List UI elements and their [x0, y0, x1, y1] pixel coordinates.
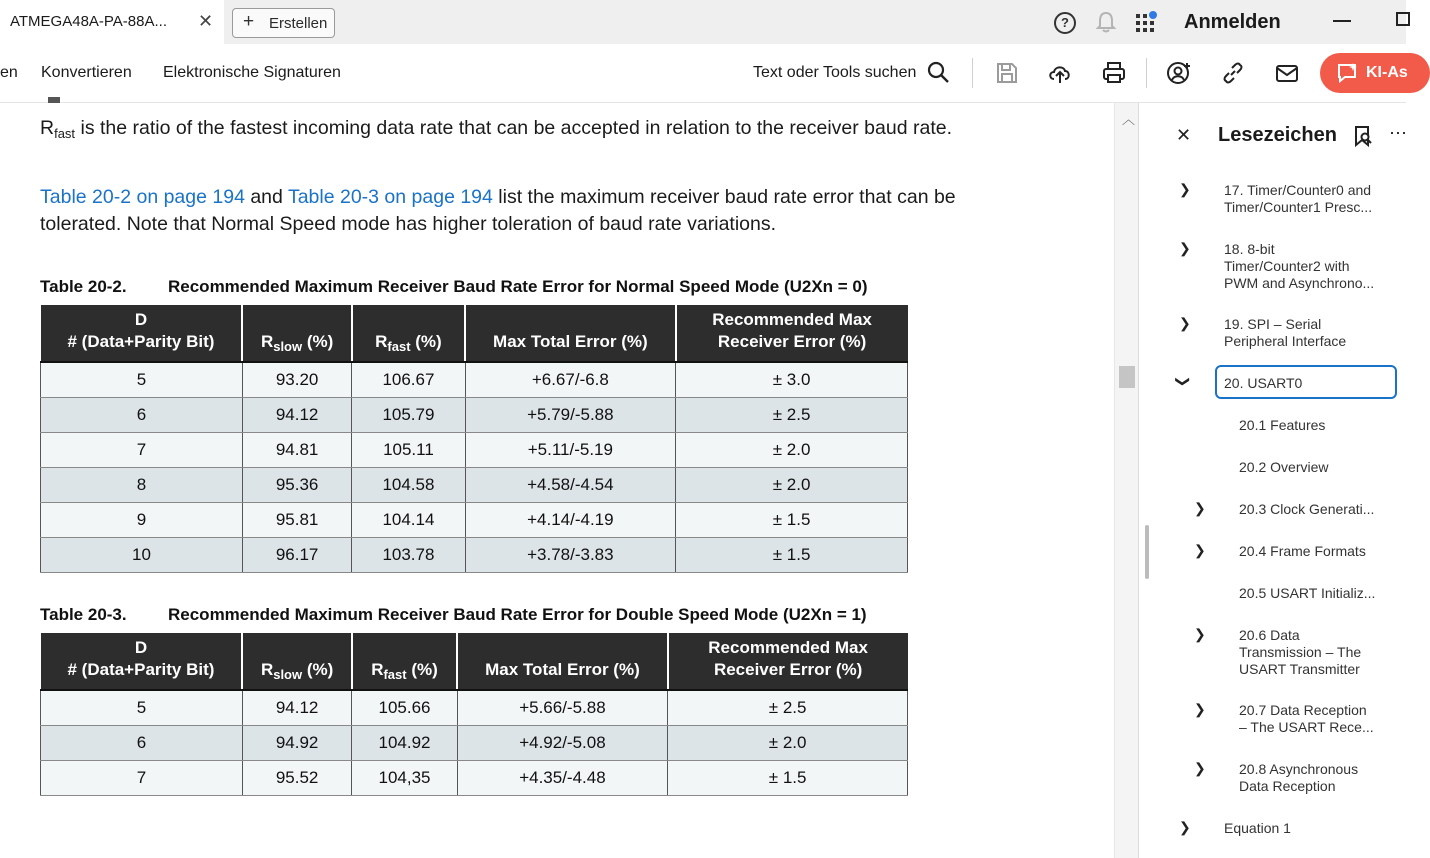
bookmark-item[interactable]: 20.7 Data Reception – The USART Rece...: [1239, 702, 1374, 735]
ai-assistant-button[interactable]: [1320, 53, 1430, 93]
add-user-icon[interactable]: [1166, 60, 1192, 86]
help-icon[interactable]: ?: [1054, 12, 1076, 34]
table-20-2-caption: Table 20-2. Recommended Maximum Receiver Baud Rate Error for Normal Speed Mode (U2Xn = 0): [40, 277, 868, 296]
cloud-upload-icon[interactable]: [1047, 60, 1073, 86]
clipped-text-fragment: [48, 97, 60, 103]
chevron-right-icon[interactable]: ❯: [1194, 542, 1206, 558]
col-header-max-total-error: Max Total Error (%): [465, 305, 676, 362]
document-scrollbar[interactable]: [1114, 103, 1139, 858]
col-header-d: D # (Data+Parity Bit): [41, 633, 243, 690]
minimize-icon[interactable]: [1333, 20, 1351, 22]
col-header-d: D # (Data+Parity Bit): [41, 305, 243, 362]
search-icon[interactable]: [926, 60, 952, 86]
scrollbar-thumb[interactable]: [1119, 366, 1135, 388]
chevron-right-icon[interactable]: ❯: [1194, 626, 1206, 642]
apps-grid-icon[interactable]: [1134, 10, 1158, 34]
chevron-right-icon[interactable]: ❯: [1194, 701, 1206, 717]
table-row: 6 94.92 104.92 +4.92/-5.08 ± 2.0: [41, 726, 908, 761]
chevron-down-icon[interactable]: ❯: [1175, 375, 1192, 388]
bookmark-item[interactable]: 20.8 Asynchronous Data Reception: [1239, 761, 1359, 794]
bookmark-item[interactable]: 20.6 Data Transmission – The USART Transmitter: [1239, 627, 1362, 677]
document-viewer[interactable]: [0, 103, 1114, 858]
bookmarks-title: Lesezeichen: [1218, 124, 1337, 146]
table-row: 6 94.12 105.79 +5.79/-5.88 ± 2.5: [41, 398, 908, 433]
col-header-max-total-error: Max Total Error (%): [457, 633, 668, 690]
col-header-rslow: $R_{slow}$ (%): [242, 305, 351, 362]
table-20-3-link[interactable]: Table 20-3 on page 194: [287, 186, 493, 208]
table-20-3-caption: Table 20-3. Recommended Maximum Receiver Baud Rate Error for Double Speed Mode (U2Xn = 1): [40, 605, 867, 624]
print-icon[interactable]: [1101, 60, 1127, 86]
menu-item-e-signatures[interactable]: Elektronische Signaturen: [163, 64, 341, 81]
table-20-2: [40, 305, 908, 573]
tab-close-icon[interactable]: ✕: [198, 11, 214, 31]
chevron-right-icon[interactable]: ❯: [1179, 240, 1191, 256]
toolbar: [0, 44, 1406, 103]
col-header-rfast: $R_{fast}$ (%): [352, 305, 465, 362]
link-icon[interactable]: [1220, 60, 1246, 86]
toolbar-divider: [972, 58, 973, 88]
table-20-2-link[interactable]: Table 20-2 on page 194: [40, 186, 245, 208]
col-header-recommended-max: Recommended Max Receiver Error (%): [676, 305, 908, 362]
table-20-3: [40, 633, 908, 796]
mail-icon[interactable]: [1274, 60, 1300, 86]
sign-in-link[interactable]: Anmelden: [1184, 11, 1281, 33]
bookmark-item[interactable]: 20.5 USART Initializ...: [1239, 585, 1376, 601]
bookmarks-panel: [1138, 103, 1407, 858]
bookmark-item[interactable]: 20.3 Clock Generati...: [1239, 501, 1375, 517]
table-row: 5 93.20 106.67 +6.67/-6.8 ± 3.0: [41, 362, 908, 398]
document-tab[interactable]: [0, 0, 224, 44]
scroll-up-icon[interactable]: ︿: [1122, 112, 1136, 127]
bookmark-item[interactable]: 17. Timer/Counter0 and Timer/Counter1 Presc...: [1224, 182, 1373, 215]
bookmark-item[interactable]: 18. 8-bit Timer/Counter2 with PWM and Asynchrono...: [1224, 241, 1375, 291]
search-tools-label[interactable]: Text oder Tools suchen: [753, 64, 917, 81]
col-header-rfast: $R_{fast}$ (%): [352, 633, 457, 690]
maximize-icon[interactable]: [1396, 12, 1410, 26]
chevron-right-icon[interactable]: ❯: [1179, 315, 1191, 331]
bookmark-item[interactable]: 19. SPI – Serial Peripheral Interface: [1224, 316, 1347, 349]
col-header-recommended-max: Recommended Max Receiver Error (%): [668, 633, 908, 690]
bookmark-item[interactable]: 20.2 Overview: [1239, 459, 1329, 475]
tables-intro-paragraph: Table 20-2 on page 194 and Table 20-3 on page 194 list the maximum receiver baud rate error that can be tolerated. Note that Normal Speed mode has higher toleration of baud rate variations.: [40, 186, 956, 235]
table-row: 8 95.36 104.58 +4.58/-4.54 ± 2.0: [41, 468, 908, 503]
col-header-rslow: $R_{slow}$ (%): [242, 633, 351, 690]
rfast-description: $R_{fast}$ is the ratio of the fastest incoming data rate that can be accepted in relation to the receiver baud rate.: [40, 117, 953, 141]
bookmark-item[interactable]: Equation 1: [1224, 820, 1291, 836]
chevron-right-icon[interactable]: ❯: [1179, 181, 1191, 197]
table-row: 10 96.17 103.78 +3.78/-3.83 ± 1.5: [41, 538, 908, 573]
create-button[interactable]: [232, 8, 335, 38]
table-row: 9 95.81 104.14 +4.14/-4.19 ± 1.5: [41, 503, 908, 538]
close-panel-icon[interactable]: ✕: [1176, 125, 1192, 145]
tab-bar: [0, 0, 1406, 45]
table-row: 5 94.12 105.66 +5.66/-5.88 ± 2.5: [41, 690, 908, 726]
menu-item-edit[interactable]: en: [0, 64, 18, 81]
chevron-right-icon[interactable]: ❯: [1179, 819, 1191, 835]
bookmark-item-selected[interactable]: 20. USART0: [1224, 375, 1303, 391]
plus-icon: +: [243, 11, 255, 32]
panel-resize-handle[interactable]: [1145, 525, 1149, 579]
more-options-icon[interactable]: ⋯: [1389, 123, 1408, 143]
bookmark-item[interactable]: 20.1 Features: [1239, 417, 1326, 433]
chevron-right-icon[interactable]: ❯: [1194, 500, 1206, 516]
table-row: 7 94.81 105.11 +5.11/-5.19 ± 2.0: [41, 433, 908, 468]
tab-title: ATMEGA48A-PA-88A...: [10, 13, 167, 30]
ai-assistant-icon: [1336, 62, 1360, 84]
save-icon[interactable]: [994, 60, 1020, 86]
bookmark-search-icon[interactable]: [1353, 125, 1373, 147]
ai-assistant-label: KI-As: [1366, 64, 1408, 81]
bell-icon[interactable]: [1095, 10, 1117, 34]
bookmark-item[interactable]: 20.4 Frame Formats: [1239, 543, 1366, 559]
table-row: 7 95.52 104,35 +4.35/-4.48 ± 1.5: [41, 761, 908, 796]
chevron-right-icon[interactable]: ❯: [1194, 760, 1206, 776]
menu-item-convert[interactable]: Konvertieren: [41, 64, 132, 81]
toolbar-divider: [1146, 58, 1147, 88]
create-button-label: Erstellen: [269, 15, 328, 32]
